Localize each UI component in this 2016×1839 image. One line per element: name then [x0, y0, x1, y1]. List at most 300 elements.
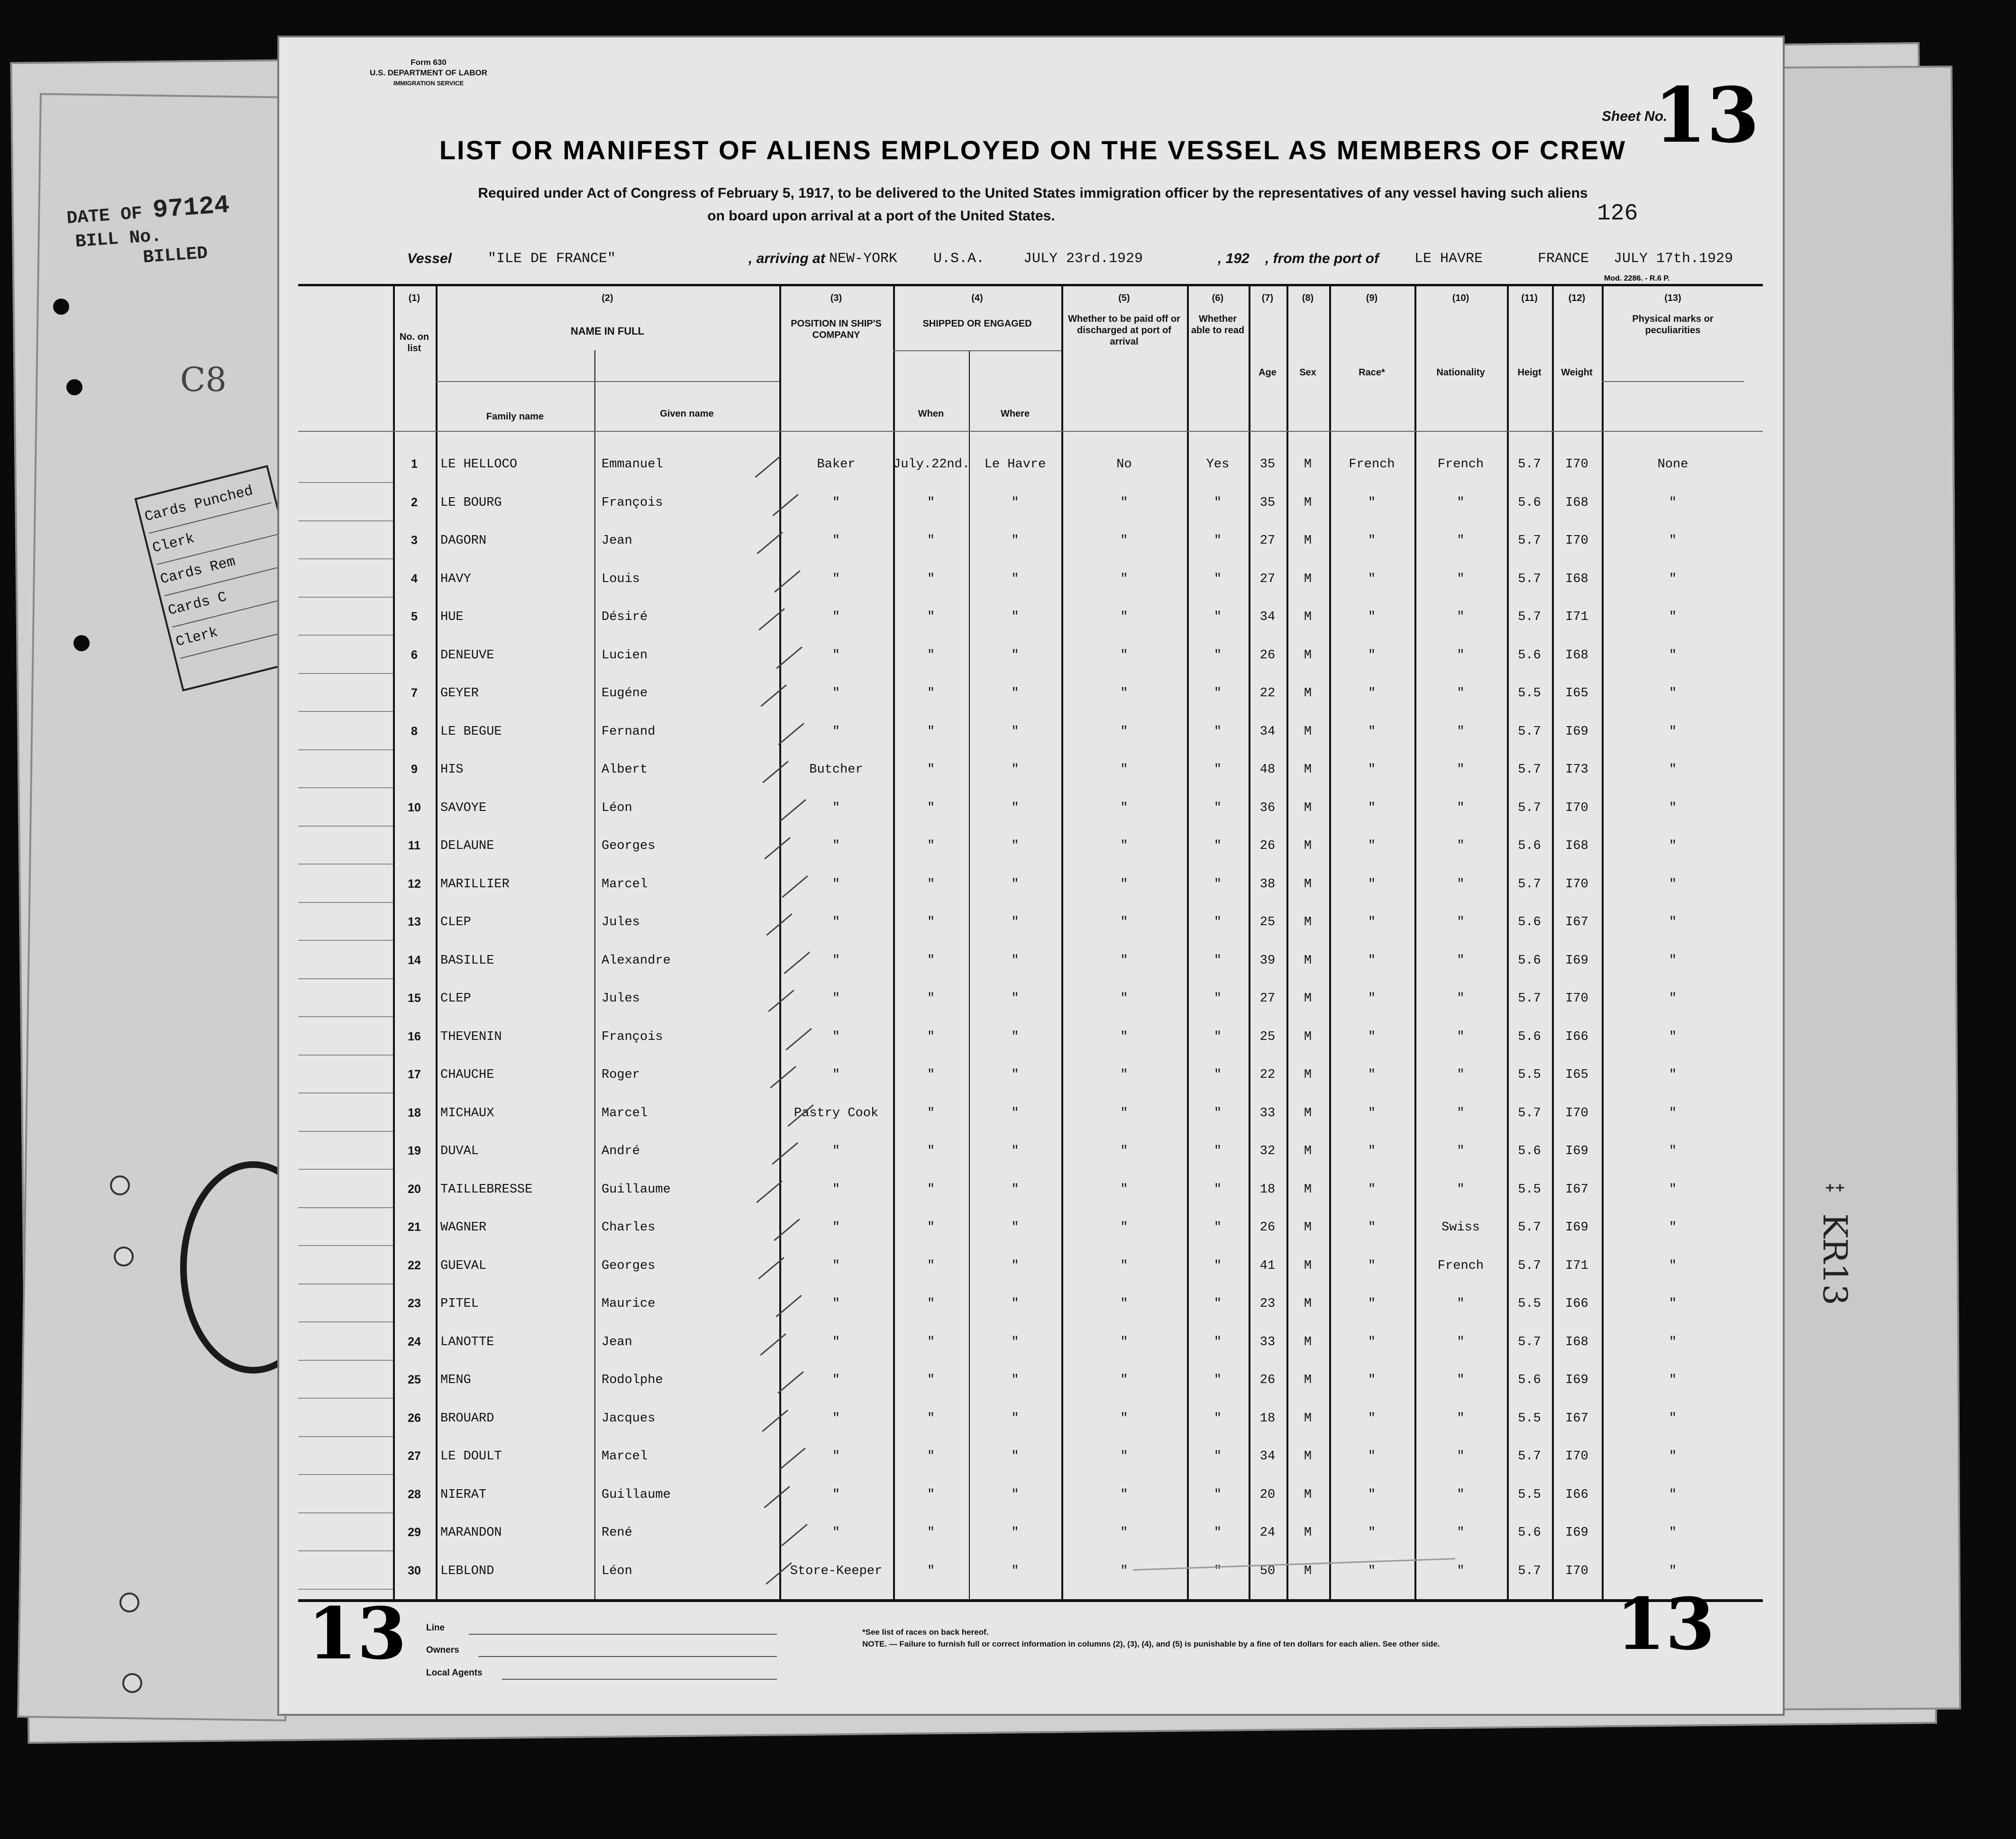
cell-nationality: " — [1457, 534, 1465, 548]
cell-age: 33 — [1259, 1106, 1276, 1120]
cell-height: 5.5 — [1518, 1068, 1541, 1082]
cell-read: " — [1213, 610, 1222, 624]
cell-when: " — [927, 610, 935, 624]
stamp-number: 126 — [1597, 201, 1638, 227]
cell-sex: M — [1304, 763, 1312, 777]
footer-owners-label: Owners — [426, 1645, 459, 1655]
cell-where: " — [1011, 495, 1019, 510]
column-rule — [893, 284, 895, 1602]
cell-nationality: French — [1437, 457, 1484, 472]
cell-sex: M — [1304, 534, 1312, 548]
crew-table — [298, 284, 1763, 1602]
column-rule — [1552, 284, 1554, 1602]
cell-paid: " — [1120, 495, 1128, 510]
col12-header-label: Weight — [1561, 367, 1593, 378]
cell-weight: I66 — [1565, 1297, 1588, 1311]
side-annotation: KR13 — [1815, 1213, 1854, 1306]
cell-given: Georges — [602, 1258, 656, 1273]
cell-family: CLEP — [440, 992, 471, 1006]
cell-marks: " — [1669, 686, 1677, 701]
cell-paid: " — [1120, 1144, 1128, 1158]
cell-family: MARANDON — [440, 1526, 502, 1540]
cell-no: 19 — [408, 1144, 421, 1157]
cell-no: 15 — [408, 992, 421, 1005]
cell-position: " — [832, 915, 840, 929]
cell-given: Fernand — [602, 724, 656, 739]
cell-when: " — [927, 724, 935, 739]
col10-header-number: (10) — [1452, 293, 1469, 303]
row-rule — [298, 940, 393, 941]
cell-where: " — [1011, 915, 1019, 929]
requirement-text: Required under Act of Congress of February 5, 1917, to be delivered to the United States immigration officer by the representatives of any vessel having such aliens — [478, 185, 1588, 201]
cell-sex: M — [1304, 1297, 1312, 1311]
cell-weight: I70 — [1565, 992, 1588, 1006]
cell-paid: " — [1120, 572, 1128, 586]
cell-no: 24 — [408, 1335, 421, 1348]
cell-race: " — [1368, 1526, 1376, 1540]
cell-when: " — [927, 572, 935, 586]
cell-no: 10 — [408, 801, 421, 814]
cell-when: " — [927, 1029, 935, 1044]
cell-position: " — [832, 1029, 840, 1044]
cell-nationality: French — [1437, 1258, 1484, 1273]
cell-position: " — [832, 686, 840, 701]
cell-height: 5.5 — [1518, 1411, 1541, 1426]
cell-marks: " — [1669, 1144, 1677, 1158]
cell-family: GUEVAL — [440, 1258, 487, 1273]
cell-no: 25 — [408, 1373, 421, 1386]
cell-height: 5.7 — [1518, 763, 1541, 777]
cell-given: Jean — [602, 534, 632, 548]
col13-header-number: (13) — [1664, 293, 1681, 303]
cell-age: 20 — [1259, 1487, 1276, 1502]
cell-race: " — [1368, 648, 1376, 663]
cell-position: " — [832, 1449, 840, 1464]
row-rule — [298, 749, 393, 750]
cell-read: Yes — [1206, 457, 1230, 472]
check-mark — [759, 552, 801, 592]
column-rule — [1602, 284, 1604, 1602]
where-header: Where — [1000, 409, 1030, 419]
cell-position: " — [832, 1258, 840, 1273]
cell-marks: " — [1669, 534, 1677, 548]
row-rule — [298, 1055, 393, 1056]
cell-given: Jacques — [602, 1411, 656, 1426]
col2-header-label: NAME IN FULL — [570, 325, 645, 337]
cell-when: July.22nd. — [893, 457, 970, 472]
cell-age: 50 — [1259, 1564, 1276, 1578]
cell-height: 5.7 — [1518, 1449, 1541, 1464]
cell-where: " — [1011, 572, 1019, 586]
cell-no: 27 — [408, 1449, 421, 1463]
cell-sex: M — [1304, 572, 1312, 586]
cell-no: 5 — [411, 610, 418, 623]
cell-when: " — [927, 839, 935, 853]
given-name-header: Given name — [660, 409, 714, 419]
cell-read: " — [1213, 1297, 1222, 1311]
punch-ring — [119, 1593, 139, 1612]
cell-when: " — [927, 1220, 935, 1235]
cell-age: 27 — [1259, 534, 1276, 548]
row-rule — [298, 1550, 393, 1551]
cell-given: Léon — [602, 1564, 632, 1578]
cell-race: " — [1368, 610, 1376, 624]
cell-sex: M — [1304, 1335, 1312, 1349]
when-header: When — [918, 409, 944, 419]
cell-race: " — [1368, 686, 1376, 701]
cell-given: Marcel — [602, 877, 648, 892]
check-mark — [772, 1086, 814, 1127]
cell-no: 26 — [408, 1411, 421, 1425]
cell-weight: I67 — [1565, 915, 1588, 929]
cell-given: Louis — [602, 572, 640, 586]
cell-no: 14 — [408, 953, 421, 967]
cell-height: 5.7 — [1518, 724, 1541, 739]
check-mark — [766, 1506, 808, 1547]
cell-race: " — [1368, 1487, 1376, 1502]
cell-paid: " — [1120, 1220, 1128, 1235]
col1-header-label: No. on list — [399, 332, 429, 354]
cell-sex: M — [1304, 1373, 1312, 1387]
row-rule — [298, 1589, 393, 1590]
cell-sex: M — [1304, 610, 1312, 624]
cell-paid: " — [1120, 839, 1128, 853]
col7-header-label: Age — [1259, 367, 1277, 378]
check-mark — [768, 933, 810, 974]
cell-read: " — [1213, 1449, 1222, 1464]
cell-when: " — [927, 1449, 935, 1464]
cell-age: 39 — [1259, 953, 1276, 968]
cell-where: " — [1011, 1449, 1019, 1464]
requirement-text: on board upon arrival at a port of the United States. — [707, 208, 1055, 224]
cell-where: " — [1011, 534, 1019, 548]
subheader-rule — [893, 350, 1061, 351]
cell-age: 32 — [1259, 1144, 1276, 1158]
cell-weight: I70 — [1565, 1449, 1588, 1464]
col2-header-number: (2) — [602, 293, 613, 303]
cell-given: Roger — [602, 1068, 640, 1082]
column-rule — [1507, 284, 1509, 1602]
column-rule — [1187, 284, 1189, 1602]
cell-family: HAVY — [440, 572, 471, 586]
cell-position: Baker — [817, 457, 856, 472]
cell-marks: " — [1669, 495, 1677, 510]
cell-paid: " — [1120, 1106, 1128, 1120]
cell-nationality: " — [1457, 1182, 1465, 1197]
col3-header-label: POSITION IN SHIP'S COMPANY — [791, 319, 882, 340]
cell-height: 5.7 — [1518, 1564, 1541, 1578]
cell-marks: " — [1669, 724, 1677, 739]
cell-nationality: " — [1457, 1335, 1465, 1349]
check-mark — [743, 590, 785, 631]
subheader-rule — [1602, 381, 1744, 382]
cell-race: " — [1368, 1564, 1376, 1578]
cell-age: 35 — [1259, 457, 1276, 472]
cell-weight: I68 — [1565, 839, 1588, 853]
cell-where: " — [1011, 1144, 1019, 1158]
cell-family: HUE — [440, 610, 464, 624]
cell-sex: M — [1304, 915, 1312, 929]
cell-race: " — [1368, 1335, 1376, 1349]
cell-height: 5.7 — [1518, 877, 1541, 892]
cell-height: 5.7 — [1518, 572, 1541, 586]
cell-no: 18 — [408, 1106, 421, 1120]
cell-marks: " — [1669, 1182, 1677, 1197]
cell-nationality: " — [1457, 1526, 1465, 1540]
cell-paid: " — [1120, 534, 1128, 548]
cell-read: " — [1213, 1258, 1222, 1273]
cell-given: Guillaume — [602, 1487, 671, 1502]
row-rule — [298, 482, 393, 483]
cell-paid: " — [1120, 1564, 1128, 1578]
cell-nationality: " — [1457, 1487, 1465, 1502]
cell-where: " — [1011, 1411, 1019, 1426]
cell-position: " — [832, 572, 840, 586]
cell-height: 5.7 — [1518, 1258, 1541, 1273]
cell-read: " — [1213, 1144, 1222, 1158]
cell-paid: " — [1120, 648, 1128, 663]
col12-header-number: (12) — [1568, 293, 1586, 303]
cell-marks: " — [1669, 572, 1677, 586]
cell-sex: M — [1304, 1220, 1312, 1235]
cell-when: " — [927, 1258, 935, 1273]
col11-header-label: Heigt — [1517, 367, 1542, 378]
cell-where: " — [1011, 801, 1019, 815]
cell-marks: " — [1669, 915, 1677, 929]
column-rule — [1249, 284, 1250, 1602]
cell-no: 30 — [408, 1564, 421, 1577]
check-mark — [762, 1353, 804, 1394]
check-mark — [758, 1201, 800, 1241]
cell-given: Guillaume — [602, 1182, 671, 1197]
manifest-sheet — [277, 36, 1785, 1716]
cell-weight: I69 — [1565, 724, 1588, 739]
cell-when: " — [927, 534, 935, 548]
cell-marks: " — [1669, 1106, 1677, 1120]
side-annotation: ⁺⁺ — [1825, 1181, 1845, 1202]
header-rule — [298, 431, 1763, 432]
col9-header-label: Race* — [1359, 367, 1385, 378]
cell-weight: I69 — [1565, 1144, 1588, 1158]
cell-sex: M — [1304, 1106, 1312, 1120]
sheet-number-bottom: 13 — [308, 1592, 407, 1675]
cell-sex: M — [1304, 1526, 1312, 1540]
cell-when: " — [927, 648, 935, 663]
cell-weight: I68 — [1565, 648, 1588, 663]
row-rule — [298, 1512, 393, 1513]
cell-age: 34 — [1259, 610, 1276, 624]
cell-when: " — [927, 495, 935, 510]
cell-where: " — [1011, 1297, 1019, 1311]
cell-given: Jules — [602, 992, 640, 1006]
cell-marks: " — [1669, 763, 1677, 777]
sheet-number: 13 — [1654, 71, 1760, 160]
cell-paid: " — [1120, 1449, 1128, 1464]
cell-position: " — [832, 1411, 840, 1426]
cell-where: " — [1011, 877, 1019, 892]
cell-height: 5.6 — [1518, 953, 1541, 968]
col8-header-label: Sex — [1299, 367, 1316, 378]
cell-height: 5.7 — [1518, 610, 1541, 624]
cell-paid: " — [1120, 1526, 1128, 1540]
cell-when: " — [927, 877, 935, 892]
cell-where: " — [1011, 1373, 1019, 1387]
bill-stamp: DATE OF 97124 BILL No. BILLED — [66, 191, 231, 268]
row-rule — [298, 1398, 393, 1399]
cell-marks: " — [1669, 1487, 1677, 1502]
cell-where: " — [1011, 1258, 1019, 1273]
cell-paid: " — [1120, 610, 1128, 624]
cell-where: " — [1011, 953, 1019, 968]
cell-race: " — [1368, 992, 1376, 1006]
cell-nationality: " — [1457, 801, 1465, 815]
footer-agents-label: Local Agents — [426, 1668, 483, 1678]
cell-no: 29 — [408, 1526, 421, 1539]
cell-race: " — [1368, 877, 1376, 892]
cell-family: HIS — [440, 763, 464, 777]
cell-age: 35 — [1259, 495, 1276, 510]
year-label: , 192 — [1218, 251, 1250, 266]
cell-weight: I70 — [1565, 1106, 1588, 1120]
cell-age: 25 — [1259, 915, 1276, 929]
cell-marks: " — [1669, 1258, 1677, 1273]
cell-race: " — [1368, 572, 1376, 586]
cell-nationality: " — [1457, 1029, 1465, 1044]
column-rule — [1061, 284, 1063, 1602]
cell-given: Georges — [602, 839, 656, 853]
cell-age: 26 — [1259, 1220, 1276, 1235]
cell-no: 17 — [408, 1068, 421, 1081]
cell-marks: None — [1657, 457, 1688, 472]
cell-sex: M — [1304, 1068, 1312, 1082]
cell-height: 5.6 — [1518, 1144, 1541, 1158]
cell-no: 4 — [411, 572, 418, 585]
row-rule — [298, 1360, 393, 1361]
cell-race: " — [1368, 1373, 1376, 1387]
cell-read: " — [1213, 1526, 1222, 1540]
family-name-header: Family name — [486, 411, 544, 422]
cell-race: " — [1368, 1411, 1376, 1426]
cell-when: " — [927, 1373, 935, 1387]
col5-header-number: (5) — [1118, 293, 1130, 303]
vessel-info — [407, 251, 1782, 279]
cell-where: Le Havre — [984, 457, 1046, 472]
column-rule — [1286, 284, 1288, 1602]
check-mark — [757, 1124, 798, 1165]
cell-nationality: " — [1457, 495, 1465, 510]
cell-sex: M — [1304, 953, 1312, 968]
punch-ring — [122, 1673, 142, 1693]
cell-family: DENEUVE — [440, 648, 494, 663]
cell-position: " — [832, 534, 840, 548]
cell-marks: " — [1669, 1564, 1677, 1578]
cell-where: " — [1011, 1029, 1019, 1044]
cell-height: 5.5 — [1518, 1297, 1541, 1311]
cell-read: " — [1213, 1335, 1222, 1349]
cell-race: French — [1349, 457, 1395, 472]
cell-position: " — [832, 724, 840, 739]
cell-read: " — [1213, 648, 1222, 663]
cell-read: " — [1213, 992, 1222, 1006]
col8-header-number: (8) — [1302, 293, 1314, 303]
cell-no: 1 — [411, 457, 418, 471]
cell-read: " — [1213, 495, 1222, 510]
cell-read: " — [1213, 1068, 1222, 1082]
cell-sex: M — [1304, 457, 1312, 472]
cell-weight: I69 — [1565, 1526, 1588, 1540]
cell-read: " — [1213, 953, 1222, 968]
cell-family: DELAUNE — [440, 839, 494, 853]
cell-given: André — [602, 1144, 640, 1158]
cell-family: LEBLOND — [440, 1564, 494, 1578]
mod-label: Mod. 2286. - R.6 P. — [1604, 274, 1670, 282]
cell-weight: I69 — [1565, 1220, 1588, 1235]
cell-weight: I66 — [1565, 1029, 1588, 1044]
cell-when: " — [927, 1487, 935, 1502]
cell-family: WAGNER — [440, 1220, 487, 1235]
col5-header-label: Whether to be paid off or discharged at port of arrival — [1068, 314, 1180, 347]
arriving-port: NEW-YORK — [829, 251, 898, 267]
cell-weight: I70 — [1565, 534, 1588, 548]
row-rule — [298, 826, 393, 827]
cell-read: " — [1213, 801, 1222, 815]
cell-position: " — [832, 1373, 840, 1387]
cell-paid: " — [1120, 953, 1128, 968]
cell-weight: I69 — [1565, 953, 1588, 968]
row-rule — [298, 711, 393, 712]
cell-read: " — [1213, 839, 1222, 853]
cell-read: " — [1213, 915, 1222, 929]
cell-paid: " — [1120, 1411, 1128, 1426]
cell-race: " — [1368, 915, 1376, 929]
cell-given: Léon — [602, 801, 632, 815]
check-mark — [753, 972, 794, 1012]
row-rule — [298, 635, 393, 636]
cell-weight: I73 — [1565, 763, 1588, 777]
sheet-number-bottom: 13 — [1616, 1583, 1715, 1666]
arriving-country: U.S.A. — [933, 251, 985, 267]
cell-read: " — [1213, 572, 1222, 586]
column-rule — [1414, 284, 1416, 1602]
cell-weight: I66 — [1565, 1487, 1588, 1502]
cell-family: THEVENIN — [440, 1029, 502, 1044]
cell-age: 22 — [1259, 1068, 1276, 1082]
col9-header-number: (9) — [1366, 293, 1378, 303]
cell-position: " — [832, 1335, 840, 1349]
cell-nationality: " — [1457, 572, 1465, 586]
cell-weight: I71 — [1565, 1258, 1588, 1273]
cell-nationality: " — [1457, 1564, 1465, 1578]
cell-read: " — [1213, 763, 1222, 777]
cell-nationality: " — [1457, 839, 1465, 853]
cell-family: MARILLIER — [440, 877, 510, 892]
check-mark — [757, 475, 799, 516]
cell-position: " — [832, 992, 840, 1006]
col3-header-number: (3) — [830, 293, 842, 303]
cell-height: 5.7 — [1518, 1106, 1541, 1120]
row-rule — [298, 673, 393, 674]
cell-paid: " — [1120, 877, 1128, 892]
check-mark — [749, 819, 791, 860]
cell-family: LE DOULT — [440, 1449, 502, 1464]
cell-no: 11 — [408, 839, 421, 852]
cell-sex: M — [1304, 1258, 1312, 1273]
cell-marks: " — [1669, 1411, 1677, 1426]
cell-when: " — [927, 1297, 935, 1311]
cell-family: SAVOYE — [440, 801, 487, 815]
col6-header-label: Whether able to read — [1191, 314, 1245, 336]
cell-sex: M — [1304, 495, 1312, 510]
